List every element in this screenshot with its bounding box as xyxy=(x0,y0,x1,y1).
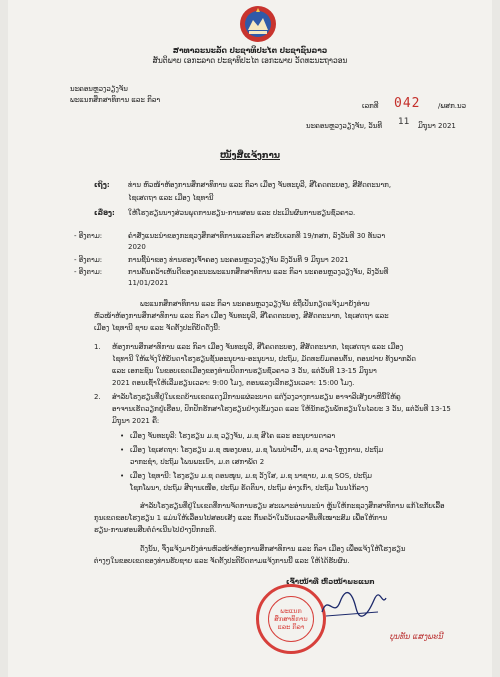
closing-1-line-1: ສຳລັບໂຮງຮຽນທີ່ຢູ່ໃນເຂດທີ່ການຈັດການຮຽນ ສະເພາະອ່ານນະນຳ ຫຼຸ້ນໃຫ້ກະຊວງສຶກສາທິການ ແກ້ໄຂກັບເລື້ອ xyxy=(140,502,445,510)
official-stamp xyxy=(256,584,326,654)
to-label: ເຖິງ: xyxy=(94,181,110,189)
letter-page xyxy=(8,0,492,677)
item-2-line-2: ອາຈານເຮັດວຽກຢູ່ເຮືອນ, ປົກປັກຮັກສາໂຮງຮຽນຢ່າງເຂັ້ມງວດ ແລະ ໃຫ້ນັກຮຽນພັກຮຽນໃນໄລຍະ 3 ວັນ, ແຕ່ວັນທີ 13-15 xyxy=(112,405,451,413)
stamp-line-1: ພະແນກ xyxy=(280,607,302,615)
ref-3-bullet: - ອີງຕາມ: xyxy=(74,268,103,276)
to-line-2: ໄຊເສດຖາ ແລະ ເມືອງ ໄຊທານີ xyxy=(128,194,214,202)
ref-1-line-2: 2020 xyxy=(128,243,146,251)
doc-number: 042 xyxy=(394,96,421,111)
ref-1-line-1: ຄຳສັ່ງແນະນຳຂອງກະຊວງສຶກສາທິການແລະກິລາ ສະບັບເລກທີ 19/ກສກ, ລົງວັນທີ 30 ທັນວາ xyxy=(128,232,386,240)
sub-item-2-line-1: ເມືອງ ໄຊເສດຖາ: ໂຮງຮຽນ ມ.ຊ ໜອງບອນ, ມ.ຊ ໂພນປ່າເປົ້າ, ມ.ຊ ລາວ-ໂຫຼງການ, ປະຖົມ xyxy=(130,446,384,454)
to-line-1: ທ່ານ ຫົວໜ້າຫ້ອງການສຶກສາທິການ ແລະ ກິລາ ເມືອງ ຈັນທະບູລີ, ສີໂຄດຕະບອງ, ສີສັດຕະນາກ, xyxy=(128,181,392,189)
item-2-line-1: ສຳລັບໂຮງຮຽນທີ່ຢູ່ໃນເຂດບ້ານເຂດແດງມີການແຜ່ລະບາດ ແຕ່ງ້ວງວາງການຮຽນ ອາຈາລີເສັງຍາຫີນີ້ໃຫ້ຄູ xyxy=(112,393,401,401)
item-1-line-2: ໄຊທານີ ໃຫ້ແຈ້ງໃຫ້ບັນດາໂຮງຮຽນຊັ້ນອະນຸບານ-ອະນຸບານ, ປະຖົມ, ມັດທະຍົມຕອນຕົ້ນ, ຕອນປາຍ ທັງພາກລັດ xyxy=(112,355,416,363)
signature-icon xyxy=(318,588,388,622)
item-1-number: 1. xyxy=(94,343,101,351)
page-title: ໜັງສືແຈ້ງການ xyxy=(219,151,280,161)
item-2-line-3: ມິຖຸນາ 2021 ຄື: xyxy=(112,417,160,425)
item-1-line-4: 2021 ຕອນເຊົ້າໃຫ້ເລີ່ມຮຽນເວລາ: 9:00 ໂມງ, ຕອນແລງເລີກຮຽນເວລາ: 15:00 ໂມງ. xyxy=(112,379,355,387)
national-emblem-icon xyxy=(238,4,278,44)
closing-1-line-2: ກຸນເຂດຂອບໂຮງຮຽນ 1 ແມ່ນໃຫ້ເລື່ອນໄປສອບເສັງ ແລະ ກົ້ນຄວ້າໃນວັນເວລາອື່ນທີ່ເໝາະສົມ ເພື່ອໃຫ້ການ xyxy=(94,514,388,522)
closing-2-line-2: ຕ່າງໆໃນຂອບເຂດຂອງທ່ານຮັບຊາບ ແລະ ຈັດຕັ້ງປະຕິບັດຕາມແຈ້ງການນີ້ ແລະ ໃຫ້ໄດ້ຮັບຜົນ. xyxy=(94,557,350,565)
item-1-line-1: ຫ້ອງການສຶກສາທິການ ແລະ ກິລາ ເມືອງ ຈັນທະບູລີ, ສີໂຄດຕະບອງ, ສີສັດຕະນາກ, ໄຊເສດຖາ ແລະ ເມືອງ xyxy=(112,343,404,351)
date-prefix: ນະຄອນຫຼວງວຽງຈັນ, ວັນທີ xyxy=(306,122,382,130)
sender-org: ນະຄອນຫຼວງວຽງຈັນ xyxy=(70,85,128,93)
stamp-line-3: ແລະ ກິລາ xyxy=(277,623,305,631)
subject-label: ເລື່ອງ: xyxy=(94,209,115,217)
sub-item-2-line-2: ວາກະຊໍາ, ປະຖົມ ໂພນພະເນົາ, ມ.ຕ ເສກາພັດ 2 xyxy=(130,458,265,466)
sub-item-3-line-2: ໂຊກໂພນາ, ປະຖົມ ສີຖານເໜືອ, ປະຖົມ ຣັດຕິນາ, ປະຖົມ ອ່າງເກົ່າ, ປະຖົມ ໂນນໄກ້ລາງ xyxy=(130,484,369,492)
item-2-number: 2. xyxy=(94,393,101,401)
intro-line-2: ຫົວໜ້າຫ້ອງການສຶກສາທິການ ແລະ ກິລາ ເມືອງ ຈັນທະບູລີ, ສີໂຄດຕະບອງ, ສີສັດຕະນາກ, ໄຊເສດຖາ ແລະ xyxy=(94,312,389,320)
sub-bullet-3: • xyxy=(120,472,125,480)
stamp-line-2: ສຶກສາທິການ xyxy=(274,615,308,623)
signatory-name: ບຸນທັນ ແສງພະນີ xyxy=(390,632,444,641)
sub-item-3-line-1: ເມືອງ ໄຊທານີ: ໂຮງຮຽນ ມ.ຊ ດອນໜູນ, ມ.ຊ ວັງໃສ, ມ.ຊ ນາຊາຍ, ມ.ຊ SOS, ປະຖົມ xyxy=(130,472,372,480)
intro-line-1: ພະແນກສຶກສາທິການ ແລະ ກິລາ ນະຄອນຫຼວງວຽງຈັນ ຂໍຖືເປັນກຽດແຈ້ງມາຍັງທ່ານ xyxy=(140,300,370,308)
sub-bullet-2: • xyxy=(120,446,125,454)
ref-3-line-1: ການຄົ້ນຄວ້າເຫັນດີຂອງຄະນະພະແນກສຶກສາທິການ ແລະ ກິລາ ນະຄອນຫຼວງວຽງຈັນ, ລົງວັນທີ xyxy=(128,268,389,276)
date-month-year: ມິຖຸນາ 2021 xyxy=(418,122,456,130)
sub-item-1: ເມືອງ ຈັນທະບູລີ: ໂຮງຮຽນ ມ.ຊ ວຽງຈັນ, ມ.ຊ ສີໄຄ ແລະ ອະນຸບານດາລາ xyxy=(130,432,336,440)
ref-1-bullet: - ອີງຕາມ: xyxy=(74,232,103,240)
date-day: 11 xyxy=(398,117,410,127)
ref-2-bullet: - ອີງຕາມ: xyxy=(74,256,103,264)
signatory-title: ເຈົ້າໜ້າທີ່ ຫົວໜ້າພະແນກ xyxy=(286,578,375,586)
subject-text: ໃຫ້ໂຮງຮຽນນາງສ່ວນພຸດການຮຽນ-ການສອນ ແລະ ປະເມີນຜົນການຮຽນຊົ່ວຄາວ. xyxy=(128,209,356,217)
sub-bullet-1: • xyxy=(120,432,125,440)
closing-1-line-3: ຮຽນ-ການສອນສືບຕໍ່ດຳເນີນໄປຢ່າງປົກກະຕິ. xyxy=(94,526,217,534)
intro-line-3: ເມືອງ ໄຊທານີ ຊາບ ແລະ ຈັດຕັ້ງປະຕິບັດດັ່ງນີ້: xyxy=(94,324,221,332)
ref-2-line-1: ການຊີ້ນຳຂອງ ທ່ານຮອງເຈົ້າຄອງ ນະຄອນຫຼວງວຽງຈັນ ລົງວັນທີ 9 ມິຖຸນາ 2021 xyxy=(128,256,349,264)
ref-3-line-2: 11/01/2021 xyxy=(128,279,169,287)
country-header: ສາທາລະນະລັດ ປະຊາທິປະໄຕ ປະຊາຊົນລາວ xyxy=(172,46,328,55)
sender-dept: ພະແນກສຶກສາທິການ ແລະ ກິລາ xyxy=(70,96,161,104)
closing-2-line-1: ດັ່ງນັ້ນ, ຈຶ່ງແຈ້ງມາຍັງທ່ານຫົວໜ້າຫ້ອງການສຶກສາທິການ ແລະ ກິລາ ເມືອງ ເພື່ອແຈ້ງໃຫ້ໂຮງຮຽນ xyxy=(140,545,406,553)
doc-number-suffix: /ພສກ.ນວ xyxy=(438,102,467,110)
item-1-line-3: ແລະ ເອກະຊົນ ໃນຂອບເຂດເມືອງຂອງທ່ານປິດການຮຽນຊົ່ວຄາວ 3 ວັນ, ແຕ່ວັນທີ 13-15 ມິຖຸນາ xyxy=(112,367,377,375)
doc-number-label: ເລກທີ xyxy=(362,102,379,110)
country-motto: ສັນຕິພາບ ເອກະລາດ ປະຊາທິປະໄຕ ເອກະພາບ ວັດທະນະຖາວອນ xyxy=(152,56,348,65)
